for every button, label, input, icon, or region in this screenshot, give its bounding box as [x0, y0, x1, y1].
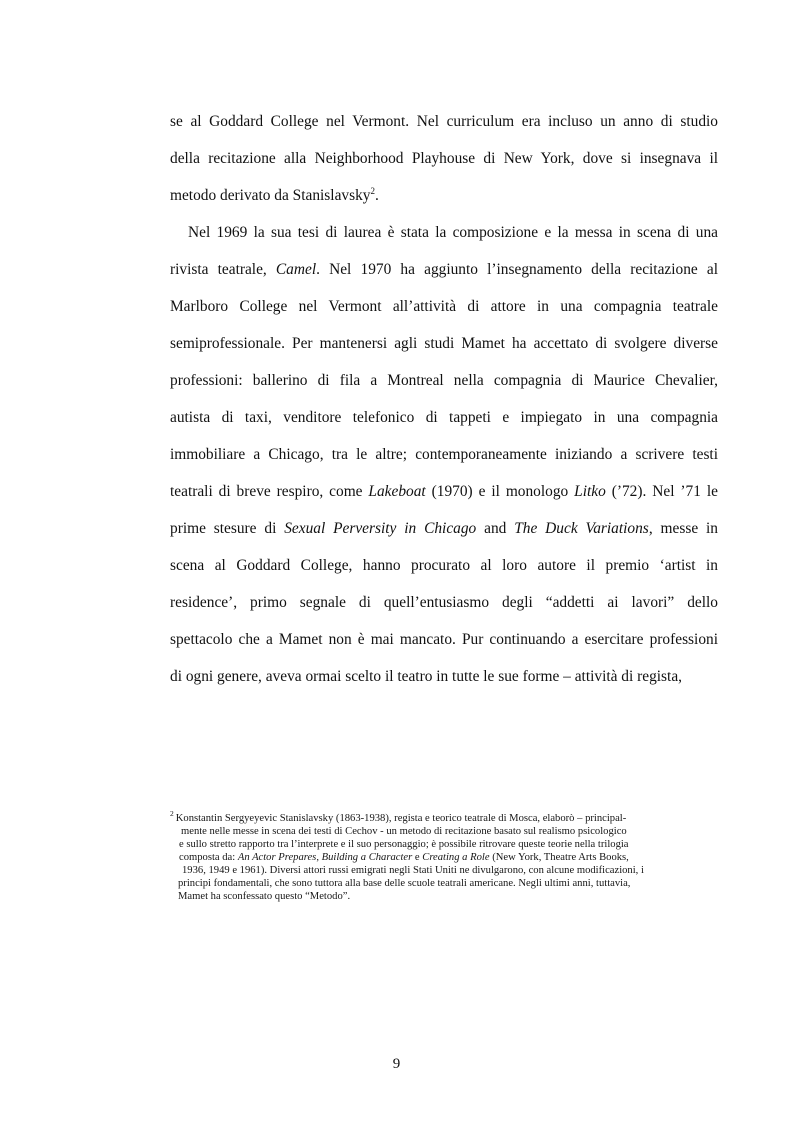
text-run: and [476, 520, 515, 537]
text-run: (1970) e il monologo [425, 483, 575, 500]
text-run: di ogni genere, aveva ormai scelto il teatro in tutte le sue forme – attività di regista, [170, 668, 682, 685]
text-run: Konstantin Sergyeyevic Stanislavsky (1863-1938), regista e teorico teatrale di Mosca, elaborò – principal- [175, 813, 627, 824]
text-run: spettacolo che a Mamet non è mai mancato. Pur continuando a esercitare professioni [170, 631, 718, 648]
italic-title: Building a Character [321, 852, 413, 863]
text-run: prime stesure di [170, 520, 285, 537]
body-line [170, 334, 718, 354]
text-run: , messe in [648, 520, 718, 537]
text-run: semiprofessionale. Per mantenersi agli studi Mamet ha accettato di svolgere diverse [170, 335, 718, 352]
body-line [170, 519, 718, 539]
italic-title: Litko [574, 483, 606, 500]
footnote-reference: 2 [370, 185, 375, 196]
text-run: (New York, Theatre Arts Books, [489, 852, 629, 863]
body-line [170, 149, 718, 169]
text-run: professioni: ballerino di fila a Montreal nella compagnia di Maurice Chevalier, [170, 372, 718, 389]
italic-title: The Duck Variations [514, 520, 649, 537]
text-run: e sullo stretto rapporto tra l’interprete e il suo personaggio; è possibile ritrovare queste teorie nella trilogia [179, 839, 629, 850]
italic-title: Lakeboat [368, 483, 426, 500]
italic-title: Creating a Role [422, 852, 490, 863]
footnote-mark: 2 [170, 809, 174, 819]
footnote-line [178, 890, 350, 903]
body-line [170, 630, 718, 650]
text-run: Nel 1969 la sua tesi di laurea è stata la composizione e la messa in scena di una [188, 224, 718, 241]
text-run: Mamet ha sconfessato questo “Metodo”. [178, 891, 351, 902]
text-run: mente nelle messe in scena dei testi di Cechov - un metodo di recitazione basato sul realismo psicologico [181, 826, 627, 837]
footnote-line [179, 851, 629, 864]
body-line [170, 482, 718, 502]
body-line [170, 445, 718, 465]
body-line [170, 297, 718, 317]
body-line [170, 408, 718, 428]
text-run: residence’, primo segnale di quell’entusiasmo degli “addetti ai lavori” dello [170, 594, 718, 611]
text-run: . Nel 1970 ha aggiunto l’insegnamento della recitazione al [316, 261, 719, 278]
body-line [170, 186, 718, 206]
text-run: se al Goddard College nel Vermont. Nel curriculum era incluso un anno di studio [170, 113, 718, 130]
text-run: composta da: [179, 852, 238, 863]
text-run: Marlboro College nel Vermont all’attività di attore in una compagnia teatrale [170, 298, 718, 315]
footnote-line [178, 877, 630, 890]
text-run: immobiliare a Chicago, tra le altre; contemporaneamente iniziando a scrivere testi [170, 446, 718, 463]
italic-title: Camel [275, 261, 317, 278]
text-run: . [374, 187, 379, 204]
text-run: scena al Goddard College, hanno procurato al loro autore il premio ‘artist in [170, 557, 718, 574]
text-run: rivista teatrale, [170, 261, 276, 278]
text-run: (’72). Nel ’71 le [605, 483, 718, 500]
body-line [170, 556, 718, 576]
text-run: teatrali di breve respiro, come [170, 483, 369, 500]
footnote-line [179, 838, 629, 851]
text-run: principi fondamentali, che sono tuttora alla base delle scuole teatrali americane. Negli ultimi anni, tuttavia, [178, 878, 631, 889]
text-run: e [412, 852, 423, 863]
body-line [170, 593, 718, 613]
body-line [170, 667, 718, 687]
body-line [170, 260, 718, 280]
footnote-line [182, 864, 644, 877]
italic-title: Sexual Perversity in Chicago [284, 520, 477, 537]
footnote-line [181, 825, 627, 838]
italic-title: An Actor Prepares [237, 852, 317, 863]
body-line [170, 371, 718, 391]
text-run: autista di taxi, venditore telefonico di tappeti e impiegato in una compagnia [170, 409, 718, 426]
footnote-line [170, 809, 627, 825]
page-number: 9 [392, 1056, 401, 1072]
text-run: metodo derivato da Stanislavsky [170, 187, 371, 204]
body-line [170, 112, 718, 132]
text-run: , [316, 852, 322, 863]
text-run: della recitazione alla Neighborhood Playhouse di New York, dove si insegnava il [170, 150, 718, 167]
text-run: 1936, 1949 e 1961). Diversi attori russi emigrati negli Stati Uniti ne divulgarono, con alcune modificazioni, i [182, 865, 644, 876]
body-line [188, 223, 718, 243]
